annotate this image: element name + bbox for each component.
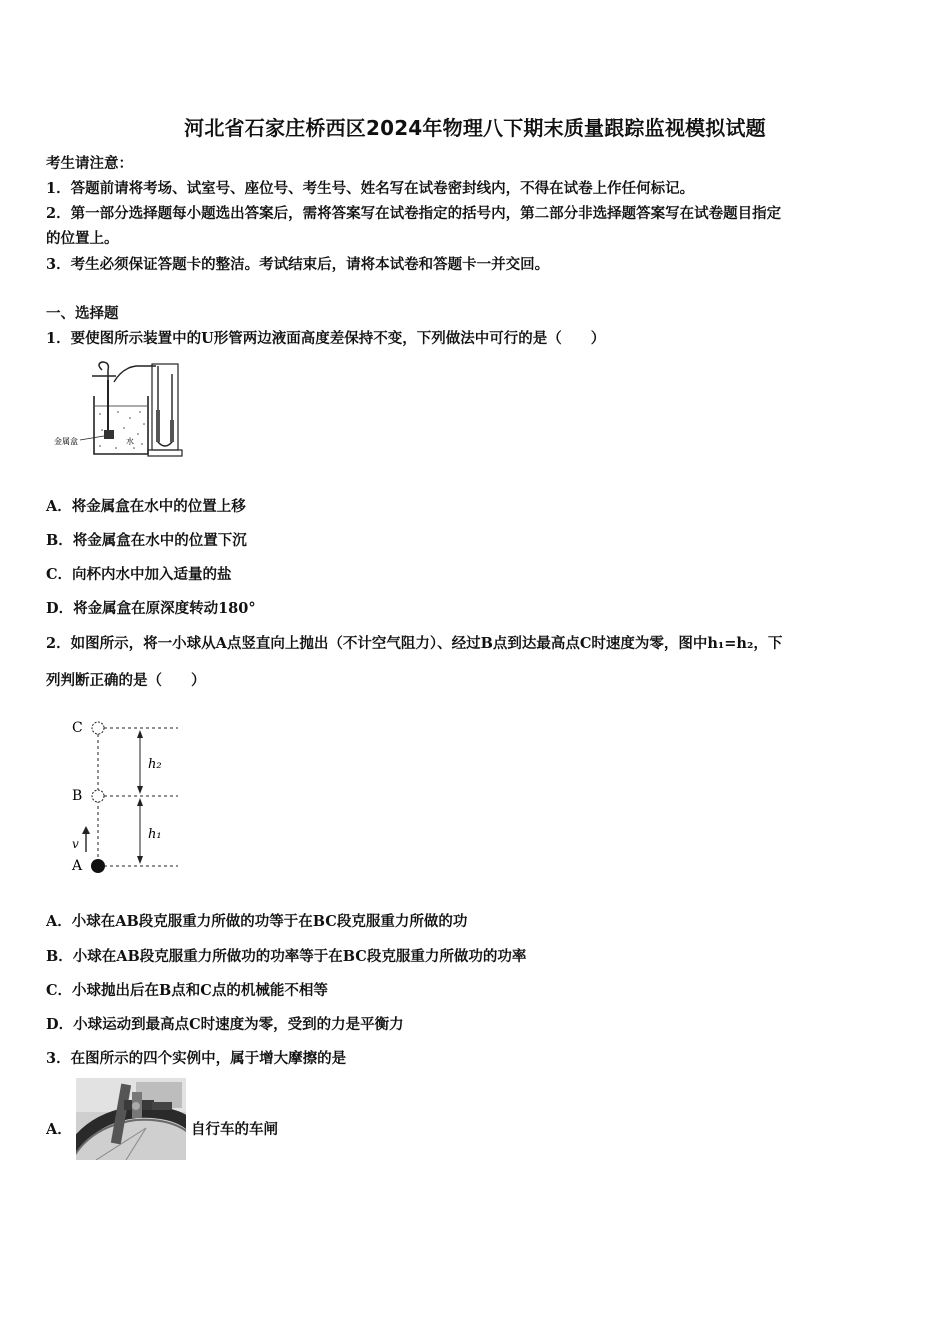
q2-figure-label-a: A — [72, 858, 83, 874]
q2-figure-vertical-throw — [62, 712, 192, 882]
q1-option-b: B．将金属盒在水中的位置下沉 — [46, 532, 247, 549]
ball-a — [91, 859, 105, 873]
notice-heading: 考生请注意： — [46, 155, 133, 172]
q1-stem: 1．要使图所示装置中的U形管两边液面高度差保持不变，下列做法中可行的是（ ） — [46, 330, 606, 347]
q2-option-a: A．小球在AB段克服重力所做的功等于在BC段克服重力所做的功 — [46, 913, 468, 930]
q2-stem-line2: 列判断正确的是（ ） — [46, 672, 206, 689]
q2-figure-label-c: C — [72, 720, 83, 736]
q1-option-a: A．将金属盒在水中的位置上移 — [46, 498, 246, 515]
q2-figure-label-b: B — [72, 788, 83, 804]
q2-stem-line1: 2．如图所示，将一小球从A点竖直向上抛出（不计空气阻力）、经过B点到达最高点C时速度为零，图中h₁=h₂，下 — [46, 635, 783, 652]
q3-option-a-text: 自行车的车闸 — [191, 1121, 278, 1138]
notice-item-3: 3．考生必须保证答题卡的整洁。考试结束后，请将本试卷和答题卡一并交回。 — [46, 256, 550, 273]
q3-stem: 3．在图所示的四个实例中，属于增大摩擦的是 — [46, 1050, 347, 1067]
bicycle-brake-photo — [76, 1078, 186, 1160]
ball-c — [92, 722, 104, 734]
q1-figure-label-box: 金属盒 — [54, 437, 78, 446]
q1-figure-label-water: 水 — [126, 437, 134, 446]
ball-b — [92, 790, 104, 802]
q3-option-a-letter: A． — [46, 1121, 72, 1138]
q2-figure-label-h2: h₂ — [148, 757, 162, 772]
q1-option-c: C．向杯内水中加入适量的盐 — [46, 566, 232, 583]
q2-option-c: C．小球抛出后在B点和C点的机械能不相等 — [46, 982, 328, 999]
q2-figure-label-h1: h₁ — [148, 827, 162, 842]
page-title: 河北省石家庄桥西区2024年物理八下期末质量跟踪监视模拟试题 — [184, 116, 766, 140]
notice-item-2: 2．第一部分选择题每小题选出答案后，需将答案写在试卷指定的括号内，第二部分非选择题答案写在试卷题目指定 — [46, 205, 782, 222]
notice-item-1: 1．答题前请将考场、试室号、座位号、考生号、姓名写在试卷密封线内，不得在试卷上作任何标记。 — [46, 180, 695, 197]
q2-option-b: B．小球在AB段克服重力所做功的功率等于在BC段克服重力所做功的功率 — [46, 948, 527, 965]
section-heading: 一、选择题 — [46, 305, 119, 322]
q2-figure-label-v: v — [72, 837, 79, 851]
q2-option-d: D．小球运动到最高点C时速度为零，受到的力是平衡力 — [46, 1016, 404, 1033]
q1-figure-pressure-gauge — [52, 360, 192, 460]
notice-item-2-cont: 的位置上。 — [46, 230, 119, 247]
q1-option-d: D．将金属盒在原深度转动180° — [46, 600, 256, 617]
